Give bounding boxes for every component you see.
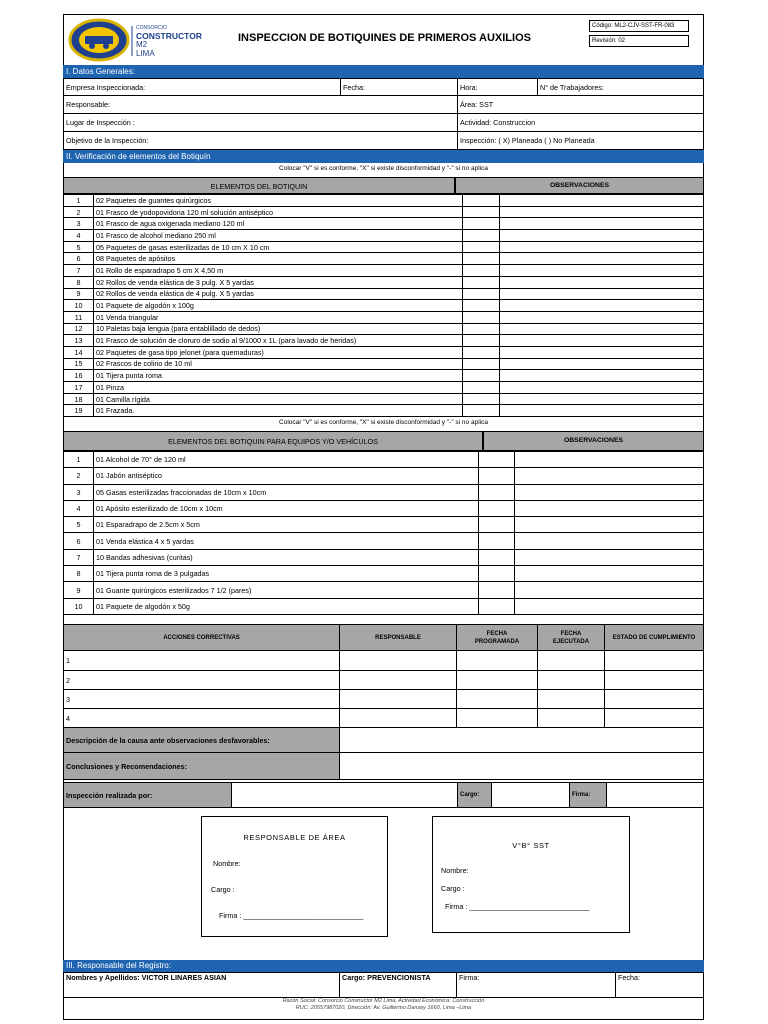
area-label: Área: SST xyxy=(458,96,704,114)
left-firma-label: Firma : ______________________________ xyxy=(219,911,364,920)
actividad-label: Actividad: Construccion xyxy=(458,114,704,132)
empresa-label: Empresa Inspeccionada: xyxy=(64,79,341,96)
table-row xyxy=(64,253,704,265)
item-number: 9 xyxy=(64,582,94,598)
left-cargo-label: Cargo : xyxy=(211,885,235,894)
item-check-cell[interactable] xyxy=(463,241,500,253)
table-row xyxy=(64,533,704,549)
table-row xyxy=(64,370,704,382)
item-check-cell[interactable] xyxy=(463,311,500,323)
table-row xyxy=(64,358,704,370)
registro-nombres: Nombres y Apellidos: VICTOR LINARES ASIAN xyxy=(64,973,340,998)
conclusiones-label: Conclusiones y Recomendaciones: xyxy=(64,753,340,780)
table-row xyxy=(64,206,704,218)
table-row xyxy=(64,300,704,312)
item-observation-cell[interactable] xyxy=(500,311,704,323)
action-cell[interactable] xyxy=(605,709,704,728)
item-number: 6 xyxy=(64,253,94,265)
item-check-cell[interactable] xyxy=(463,218,500,230)
item-observation-cell[interactable] xyxy=(500,253,704,265)
item-check-cell[interactable] xyxy=(463,335,500,347)
item-description: 01 Frasco de solución de cloruro de sodio al 9/1000 x 1L (para lavado de heridas) xyxy=(94,335,463,347)
conclusiones-field[interactable] xyxy=(340,753,704,780)
item-observation-cell[interactable] xyxy=(500,195,704,207)
responsable-col-header: RESPONSABLE xyxy=(340,625,457,651)
item-check-cell[interactable] xyxy=(479,598,515,614)
item-observation-cell[interactable] xyxy=(500,393,704,405)
vehicle-items-table xyxy=(63,451,704,615)
action-cell[interactable] xyxy=(538,690,605,709)
item-number: 7 xyxy=(64,265,94,277)
inspeccion-type-label: Inspección: ( X) Planeada ( ) No Planeada xyxy=(458,132,704,150)
cargo-label: Cargo: xyxy=(458,783,492,808)
table-row xyxy=(64,582,704,598)
item-description: 02 Paquetes de guantes quirúrgicos xyxy=(94,195,463,207)
table-row xyxy=(64,276,704,288)
codigo-field: Código: ML2-CJV-SST-FR-083 xyxy=(589,20,689,32)
responsable-area-box xyxy=(201,816,388,937)
item-description: 01 Paquete de algodón x 100g xyxy=(94,300,463,312)
item-check-cell[interactable] xyxy=(479,500,515,516)
item-description: 01 Alcohol de 70° de 120 ml xyxy=(94,452,479,468)
item-description: 01 Rollo de esparadrapo 5 cm X 4,50 m xyxy=(94,265,463,277)
registro-firma: Firma: xyxy=(457,973,616,998)
action-row-number: 1 xyxy=(64,651,340,671)
item-description: 10 Paletas baja lengua (para entablillado de dedos) xyxy=(94,323,463,335)
legend-note-2: Colocar "V" si es conforme, "X" si existe disconformidad y "-" si no aplica xyxy=(279,419,488,426)
item-number: 17 xyxy=(64,382,94,394)
item-number: 10 xyxy=(64,300,94,312)
item-check-cell[interactable] xyxy=(479,549,515,565)
table-row xyxy=(64,265,704,277)
action-cell[interactable] xyxy=(538,671,605,690)
right-cargo-label: Cargo : xyxy=(441,884,465,893)
item-number: 10 xyxy=(64,598,94,614)
table-row xyxy=(64,468,704,484)
item-observation-cell[interactable] xyxy=(500,230,704,242)
item-observation-cell[interactable] xyxy=(515,517,704,533)
action-cell[interactable] xyxy=(605,690,704,709)
item-number: 5 xyxy=(64,517,94,533)
lugar-label: Lugar de Inspección : xyxy=(64,114,458,132)
fecha-programada-header: FECHA PROGRAMADA xyxy=(457,625,538,651)
table-row xyxy=(64,218,704,230)
item-observation-cell[interactable] xyxy=(500,346,704,358)
item-observation-cell[interactable] xyxy=(515,452,704,468)
item-description: 01 Camilla rígida xyxy=(94,393,463,405)
item-description: 05 Paquetes de gasas esterilizadas de 10 cm X 10 cm xyxy=(94,241,463,253)
table-row xyxy=(64,288,704,300)
item-observation-cell[interactable] xyxy=(500,206,704,218)
item-number: 8 xyxy=(64,566,94,582)
item-check-cell[interactable] xyxy=(463,265,500,277)
logo-line1: CONSORCIO xyxy=(136,25,167,31)
item-observation-cell[interactable] xyxy=(515,582,704,598)
item-observation-cell[interactable] xyxy=(500,358,704,370)
item-observation-cell[interactable] xyxy=(500,370,704,382)
table-row xyxy=(64,500,704,516)
legend-note: Colocar "V" si es conforme, "X" si existe disconformidad y "-" si no aplica xyxy=(279,165,488,172)
col-obs-header: OBSERVACIONES xyxy=(455,177,704,194)
item-description: 02 Rollos de venda elástica de 4 pulg. X 5 yardas xyxy=(94,288,463,300)
item-observation-cell[interactable] xyxy=(500,288,704,300)
item-check-cell[interactable] xyxy=(463,393,500,405)
item-number: 15 xyxy=(64,358,94,370)
item-check-cell[interactable] xyxy=(479,582,515,598)
section1-title: I. Datos Generales: xyxy=(63,65,704,78)
item-description: 01 Paquete de algodón x 50g xyxy=(94,598,479,614)
cargo-field[interactable] xyxy=(492,783,570,808)
actions-col-header: ACCIONES CORRECTIVAS xyxy=(64,625,340,651)
table-row xyxy=(64,382,704,394)
item-check-cell[interactable] xyxy=(463,346,500,358)
item-observation-cell[interactable] xyxy=(515,484,704,500)
item-description: 01 Frasco de yodopovidona 120 ml solución antiséptico xyxy=(94,206,463,218)
footer-line1: Razón Social: Consorcio Constructor M2 Lima, Actividad Económica: Construcción xyxy=(282,998,485,1004)
item-description: 01 Esparadrapo de 2.5cm x 5cm xyxy=(94,517,479,533)
table-row xyxy=(64,311,704,323)
footer-line2: RUC: 20557987020, Dirección: Av. Guillermo Dansey 1660, Lima –Lima xyxy=(295,1005,472,1011)
table-row xyxy=(64,549,704,565)
inspector-table xyxy=(63,782,704,808)
objetivo-label: Objetivo de la Inspección: xyxy=(64,132,458,150)
item-observation-cell[interactable] xyxy=(515,533,704,549)
item-number: 8 xyxy=(64,276,94,288)
action-row-number: 4 xyxy=(64,709,340,728)
item-number: 12 xyxy=(64,323,94,335)
estado-col-header: ESTADO DE CUMPLIMIENTO xyxy=(605,625,704,651)
right-firma-label: Firma : ______________________________ xyxy=(445,902,590,911)
item-check-cell[interactable] xyxy=(463,382,500,394)
item-observation-cell[interactable] xyxy=(500,218,704,230)
item-description: 01 Tijera punta roma xyxy=(94,370,463,382)
item-description: 02 Frascos de colirio de 10 ml xyxy=(94,358,463,370)
item-observation-cell[interactable] xyxy=(500,241,704,253)
action-cell[interactable] xyxy=(457,651,538,671)
vobo-sst-box xyxy=(432,816,630,933)
table-row xyxy=(64,517,704,533)
item-observation-cell[interactable] xyxy=(500,276,704,288)
action-row-number: 3 xyxy=(64,690,340,709)
item-observation-cell[interactable] xyxy=(500,323,704,335)
left-nombre-label: Nombre: xyxy=(213,859,241,868)
item-number: 2 xyxy=(64,468,94,484)
general-data-table xyxy=(63,78,704,150)
item-number: 4 xyxy=(64,500,94,516)
item-description: 01 Tijera punta roma de 3 pulgadas xyxy=(94,566,479,582)
item-description: 10 Bandas adhesivas (curitas) xyxy=(94,549,479,565)
logo-line3: M2 xyxy=(136,40,148,49)
firma-field[interactable] xyxy=(607,783,704,808)
table-row xyxy=(64,230,704,242)
item-observation-cell[interactable] xyxy=(500,265,704,277)
botiquin-items-table xyxy=(63,194,704,417)
item-number: 6 xyxy=(64,533,94,549)
item-description: 08 Paquetes de apósitos xyxy=(94,253,463,265)
actions-table xyxy=(63,624,704,780)
item-check-cell[interactable] xyxy=(479,484,515,500)
table-row xyxy=(64,346,704,358)
registro-cargo: Cargo: PREVENCIONISTA xyxy=(340,973,457,998)
item-number: 3 xyxy=(64,484,94,500)
item-number: 9 xyxy=(64,288,94,300)
action-cell[interactable] xyxy=(340,690,457,709)
item-observation-cell[interactable] xyxy=(515,598,704,614)
action-cell[interactable] xyxy=(538,709,605,728)
item-check-cell[interactable] xyxy=(479,533,515,549)
item-observation-cell[interactable] xyxy=(515,566,704,582)
fecha-label: Fecha: xyxy=(341,79,458,96)
item-check-cell[interactable] xyxy=(479,517,515,533)
action-cell[interactable] xyxy=(340,671,457,690)
item-check-cell[interactable] xyxy=(463,300,500,312)
company-logo xyxy=(68,18,208,62)
hora-label: Hora: xyxy=(458,79,538,96)
table-row xyxy=(64,566,704,582)
item-number: 3 xyxy=(64,218,94,230)
item-description: 01 Venda triangular xyxy=(94,311,463,323)
realizada-label: Inspección realizada por: xyxy=(64,783,232,808)
revision-field: Revisión: 02 xyxy=(589,35,689,47)
item-check-cell[interactable] xyxy=(479,452,515,468)
item-observation-cell[interactable] xyxy=(500,405,704,417)
item-description: 01 Apósito esterilizado de 10cm x 10cm xyxy=(94,500,479,516)
action-cell[interactable] xyxy=(457,671,538,690)
item-number: 2 xyxy=(64,206,94,218)
item-check-cell[interactable] xyxy=(463,405,500,417)
item-check-cell[interactable] xyxy=(479,468,515,484)
item-description: 02 Paquetes de gasa tipo jelonet (para quemaduras) xyxy=(94,346,463,358)
col-obs2-header: OBSERVACIONES xyxy=(483,431,704,451)
item-description: 01 Frasco de agua oxigenada mediano 120 ml xyxy=(94,218,463,230)
action-row-number: 2 xyxy=(64,671,340,690)
descripcion-field[interactable] xyxy=(340,728,704,753)
action-cell[interactable] xyxy=(340,651,457,671)
registro-table xyxy=(63,972,704,998)
item-number: 5 xyxy=(64,241,94,253)
item-description: 05 Gasas esterilizadas fraccionadas de 10cm x 10cm xyxy=(94,484,479,500)
descripcion-label: Descripción de la causa ante observaciones desfavorables: xyxy=(64,728,340,753)
trabajadores-label: N° de Trabajadores: xyxy=(538,79,704,96)
responsable-area-title: RESPONSABLE DE ÁREA xyxy=(243,833,346,842)
table-row xyxy=(64,335,704,347)
realizada-field[interactable] xyxy=(232,783,458,808)
item-number: 4 xyxy=(64,230,94,242)
item-check-cell[interactable] xyxy=(463,195,500,207)
firma-label: Firma: xyxy=(570,783,607,808)
action-cell[interactable] xyxy=(605,671,704,690)
table-row xyxy=(64,405,704,417)
item-check-cell[interactable] xyxy=(463,253,500,265)
table-row xyxy=(64,195,704,207)
action-cell[interactable] xyxy=(605,651,704,671)
vobo-sst-title: V°B° SST xyxy=(512,841,550,850)
logo-line2: CONSTRUCTOR xyxy=(136,31,202,41)
table-row xyxy=(64,484,704,500)
item-number: 16 xyxy=(64,370,94,382)
section3-title: III. Responsable del Registro: xyxy=(63,960,704,972)
item-description: 01 Venda elástica 4 x 5 yardas xyxy=(94,533,479,549)
logo-line4: LIMA xyxy=(136,49,155,58)
action-cell[interactable] xyxy=(457,690,538,709)
item-observation-cell[interactable] xyxy=(515,500,704,516)
item-check-cell[interactable] xyxy=(479,566,515,582)
col-elements2-header: ELEMENTOS DEL BOTIQUIN PARA EQUIPOS Y/O VEHÍCULOS xyxy=(63,431,483,451)
item-observation-cell[interactable] xyxy=(500,300,704,312)
item-check-cell[interactable] xyxy=(463,230,500,242)
item-check-cell[interactable] xyxy=(463,370,500,382)
item-number: 13 xyxy=(64,335,94,347)
item-description: 01 Pinza xyxy=(94,382,463,394)
item-number: 19 xyxy=(64,405,94,417)
item-number: 7 xyxy=(64,549,94,565)
action-cell[interactable] xyxy=(457,709,538,728)
table-row xyxy=(64,323,704,335)
action-cell[interactable] xyxy=(538,651,605,671)
item-check-cell[interactable] xyxy=(463,206,500,218)
item-number: 11 xyxy=(64,311,94,323)
item-observation-cell[interactable] xyxy=(515,549,704,565)
section2-title: II. Verificación de elementos del Botiquín xyxy=(63,150,704,163)
item-check-cell[interactable] xyxy=(463,323,500,335)
item-check-cell[interactable] xyxy=(463,288,500,300)
registro-fecha: Fecha: xyxy=(616,973,704,998)
item-observation-cell[interactable] xyxy=(500,335,704,347)
table-row xyxy=(64,241,704,253)
item-number: 1 xyxy=(64,452,94,468)
action-cell[interactable] xyxy=(340,709,457,728)
fecha-ejecutada-header: FECHA EJECUTADA xyxy=(538,625,605,651)
item-description: 02 Rollos de venda elástica de 3 pulg. X 5 yardas xyxy=(94,276,463,288)
table-row xyxy=(64,598,704,614)
item-description: 01 Guante quirúrgicos esterilizados 7 1/2 (pares) xyxy=(94,582,479,598)
col-elements-header: ELEMENTOS DEL BOTIQUIN xyxy=(63,177,455,194)
table-row xyxy=(64,452,704,468)
page-title: INSPECCION DE BOTIQUINES DE PRIMEROS AUXILIOS xyxy=(238,32,531,44)
item-check-cell[interactable] xyxy=(463,276,500,288)
item-number: 1 xyxy=(64,195,94,207)
item-description: 01 Frazada. xyxy=(94,405,463,417)
item-check-cell[interactable] xyxy=(463,358,500,370)
item-description: 01 Jabón antiséptico xyxy=(94,468,479,484)
table-row xyxy=(64,393,704,405)
responsable-label: Responsable: xyxy=(64,96,458,114)
item-observation-cell[interactable] xyxy=(515,468,704,484)
item-observation-cell[interactable] xyxy=(500,382,704,394)
item-number: 18 xyxy=(64,393,94,405)
right-nombre-label: Nombre: xyxy=(441,866,469,875)
item-number: 14 xyxy=(64,346,94,358)
item-description: 01 Frasco de alcohol mediano 250 ml xyxy=(94,230,463,242)
